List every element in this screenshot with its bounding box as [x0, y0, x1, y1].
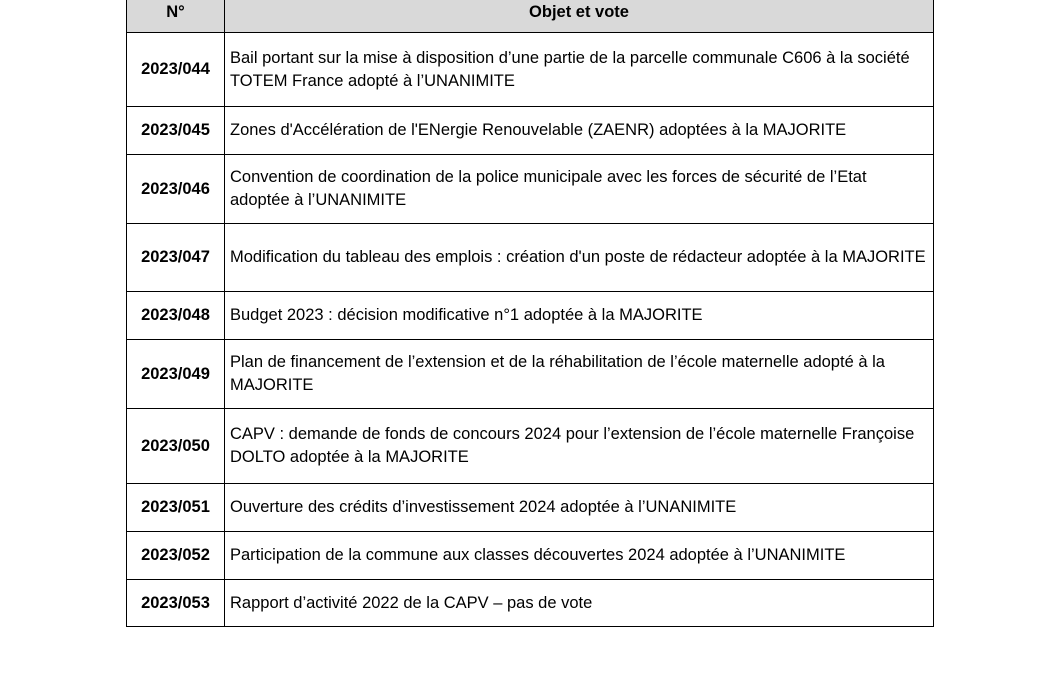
table-row — [127, 340, 934, 409]
deliberation-object: Zones d'Accélération de l'ENergie Renouvelable (ZAENR) adoptées à la MAJORITE — [225, 107, 934, 155]
table-row — [127, 532, 934, 580]
deliberation-number: 2023/045 — [127, 107, 225, 155]
table-body — [127, 33, 934, 627]
table-header-row — [127, 0, 934, 33]
deliberation-number: 2023/048 — [127, 292, 225, 340]
deliberation-number: 2023/047 — [127, 224, 225, 292]
table-row — [127, 33, 934, 107]
deliberation-number: 2023/044 — [127, 33, 225, 107]
deliberation-object: Bail portant sur la mise à disposition d’une partie de la parcelle communale C606 à la société TOTEM France adopté à l’UNANIMITE — [225, 33, 934, 107]
deliberation-number: 2023/053 — [127, 580, 225, 627]
table-row — [127, 292, 934, 340]
deliberation-object: CAPV : demande de fonds de concours 2024 pour l’extension de l’école maternelle Françoise DOLTO adoptée à la MAJORITE — [225, 409, 934, 484]
deliberation-object: Convention de coordination de la police municipale avec les forces de sécurité de l’Etat adoptée à l’UNANIMITE — [225, 155, 934, 224]
table-header — [127, 0, 934, 33]
table-row — [127, 409, 934, 484]
table-row — [127, 155, 934, 224]
table-row — [127, 484, 934, 532]
deliberation-number: 2023/046 — [127, 155, 225, 224]
deliberation-number: 2023/051 — [127, 484, 225, 532]
table-row — [127, 580, 934, 627]
deliberation-object: Ouverture des crédits d’investissement 2024 adoptée à l’UNANIMITE — [225, 484, 934, 532]
deliberation-number: 2023/049 — [127, 340, 225, 409]
deliberations-table — [126, 0, 934, 627]
deliberation-object: Participation de la commune aux classes découvertes 2024 adoptée à l’UNANIMITE — [225, 532, 934, 580]
deliberation-object: Budget 2023 : décision modificative n°1 adoptée à la MAJORITE — [225, 292, 934, 340]
deliberation-number: 2023/050 — [127, 409, 225, 484]
deliberation-object: Rapport d’activité 2022 de la CAPV – pas de vote — [225, 580, 934, 627]
deliberation-object: Plan de financement de l’extension et de la réhabilitation de l’école maternelle adopté à la MAJORITE — [225, 340, 934, 409]
header-number: N° — [127, 0, 225, 33]
header-object-and-vote: Objet et vote — [225, 0, 934, 33]
deliberation-number: 2023/052 — [127, 532, 225, 580]
deliberation-object: Modification du tableau des emplois : création d'un poste de rédacteur adoptée à la MAJORITE — [225, 224, 934, 292]
table-row — [127, 107, 934, 155]
table-row — [127, 224, 934, 292]
